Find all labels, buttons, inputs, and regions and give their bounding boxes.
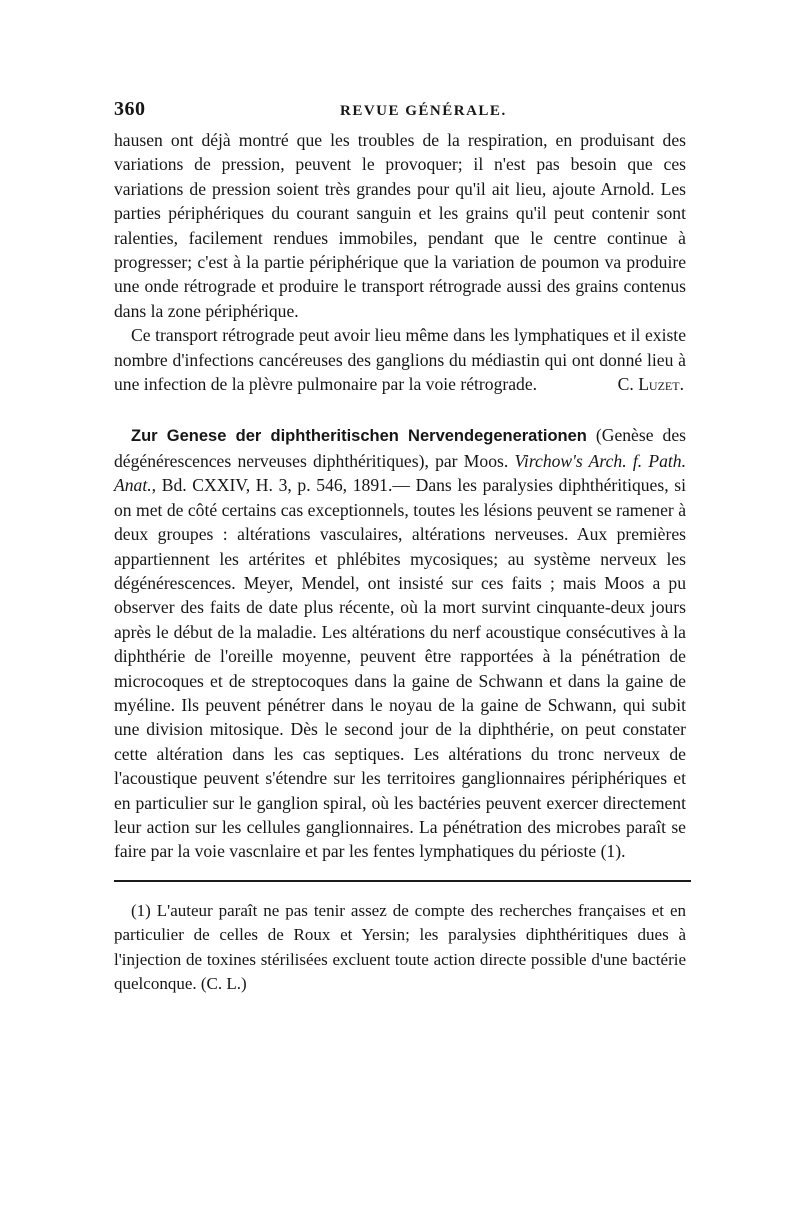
page-header	[114, 96, 686, 122]
footnote: (1) L'auteur paraît ne pas tenir assez de compte des recherches françaises et en particulier de celles de Roux et Yersin; les paralysies diphthéritiques dues à l'injection de toxines stérilisées excluent toute action directe possible d'une bactérie quelconque. (C. L.)	[114, 900, 686, 993]
paragraph-lymphatiques-text: Ce transport rétrograde peut avoir lieu même dans les lymphatiques et il existe nombre d'infections cancéreuses des ganglions du médiastin qui ont donné lieu à une infection de la plèvre pulmonaire par la voie rétrograde.	[114, 325, 686, 395]
paragraph-lymphatiques	[114, 323, 686, 396]
review-citation: , Bd. CXXIV, H. 3, p. 546, 1891.—	[151, 475, 416, 496]
review-body: Dans les paralysies diphthéritiques, si on met de côté certains cas exceptionnels, toutes les lésions peuvent se ramener à deux groupes : altérations vasculaires, altérations nerveuses. Aux premières appartiennent les artérites et phlébites mycosiques; au système nerveux les dégénérescences. Meyer, Mendel, ont insisté sur ces faits ; mais Moos a pu observer des faits de date plus récente, où la mort survint cinquante-deux jours après le début de la maladie. Les altérations du nerf acoustique consécutives à la diphthérie de l'oreille moyenne, peuvent être rapportées à la pénétration de microcoques et de streptocoques dans la gaine de Schwann et dans la gaine de myéline. Ils peuvent pénétrer dans le noyau de la gaine de Schwann, qui subit une division mitosique. Dès le second jour de la diphthérie, on peut constater cette altération dans les cas septiques. Les altérations du tronc nerveux de l'acoustique peuvent s'étendre sur les territoires ganglionnaires périphériques et en particulier sur le ganglion spiral, où les bactéries peuvent exercer directement leur action sur les cellules ganglionnaires. La pénétration des microbes paraît se faire par la voie vascnlaire et par les fentes lymphatiques du périoste (1).	[114, 475, 687, 862]
review-title-suffix: (Genèse des dégénérescences nerveuses diphthéritiques), par Moos.	[114, 425, 686, 471]
paragraph-continuation: hausen ont déjà montré que les troubles de la respiration, en produisant des variations de pression, peuvent le provoquer; il n'est pas besoin que ces variations de pression soient très grandes pour qu'il ait lieu, ajoute Arnold. Les parties périphériques du courant sanguin et les grains qu'il peut contenir sont ralenties, facilement rendues immobiles, pendant que le centre continue à progresser; c'est à la partie périphérique que la variation de poumon va produire une onde rétrograde et produire le transport rétrograde aussi des grains contenus dans la zone périphérique.	[114, 130, 686, 321]
review-title: Zur Genese der diphtheritischen Nervendegenerationen	[131, 427, 587, 446]
review-entry	[114, 423, 686, 863]
footnote-rule	[114, 880, 691, 882]
book-page	[114, 96, 686, 1013]
running-title: REVUE GÉNÉRALE.	[340, 103, 507, 119]
page-number: 360	[114, 98, 146, 120]
review-journal: Virchow's Arch. f. Path. Anat.	[114, 450, 686, 496]
author-signature: C. Luzet.	[617, 374, 684, 395]
